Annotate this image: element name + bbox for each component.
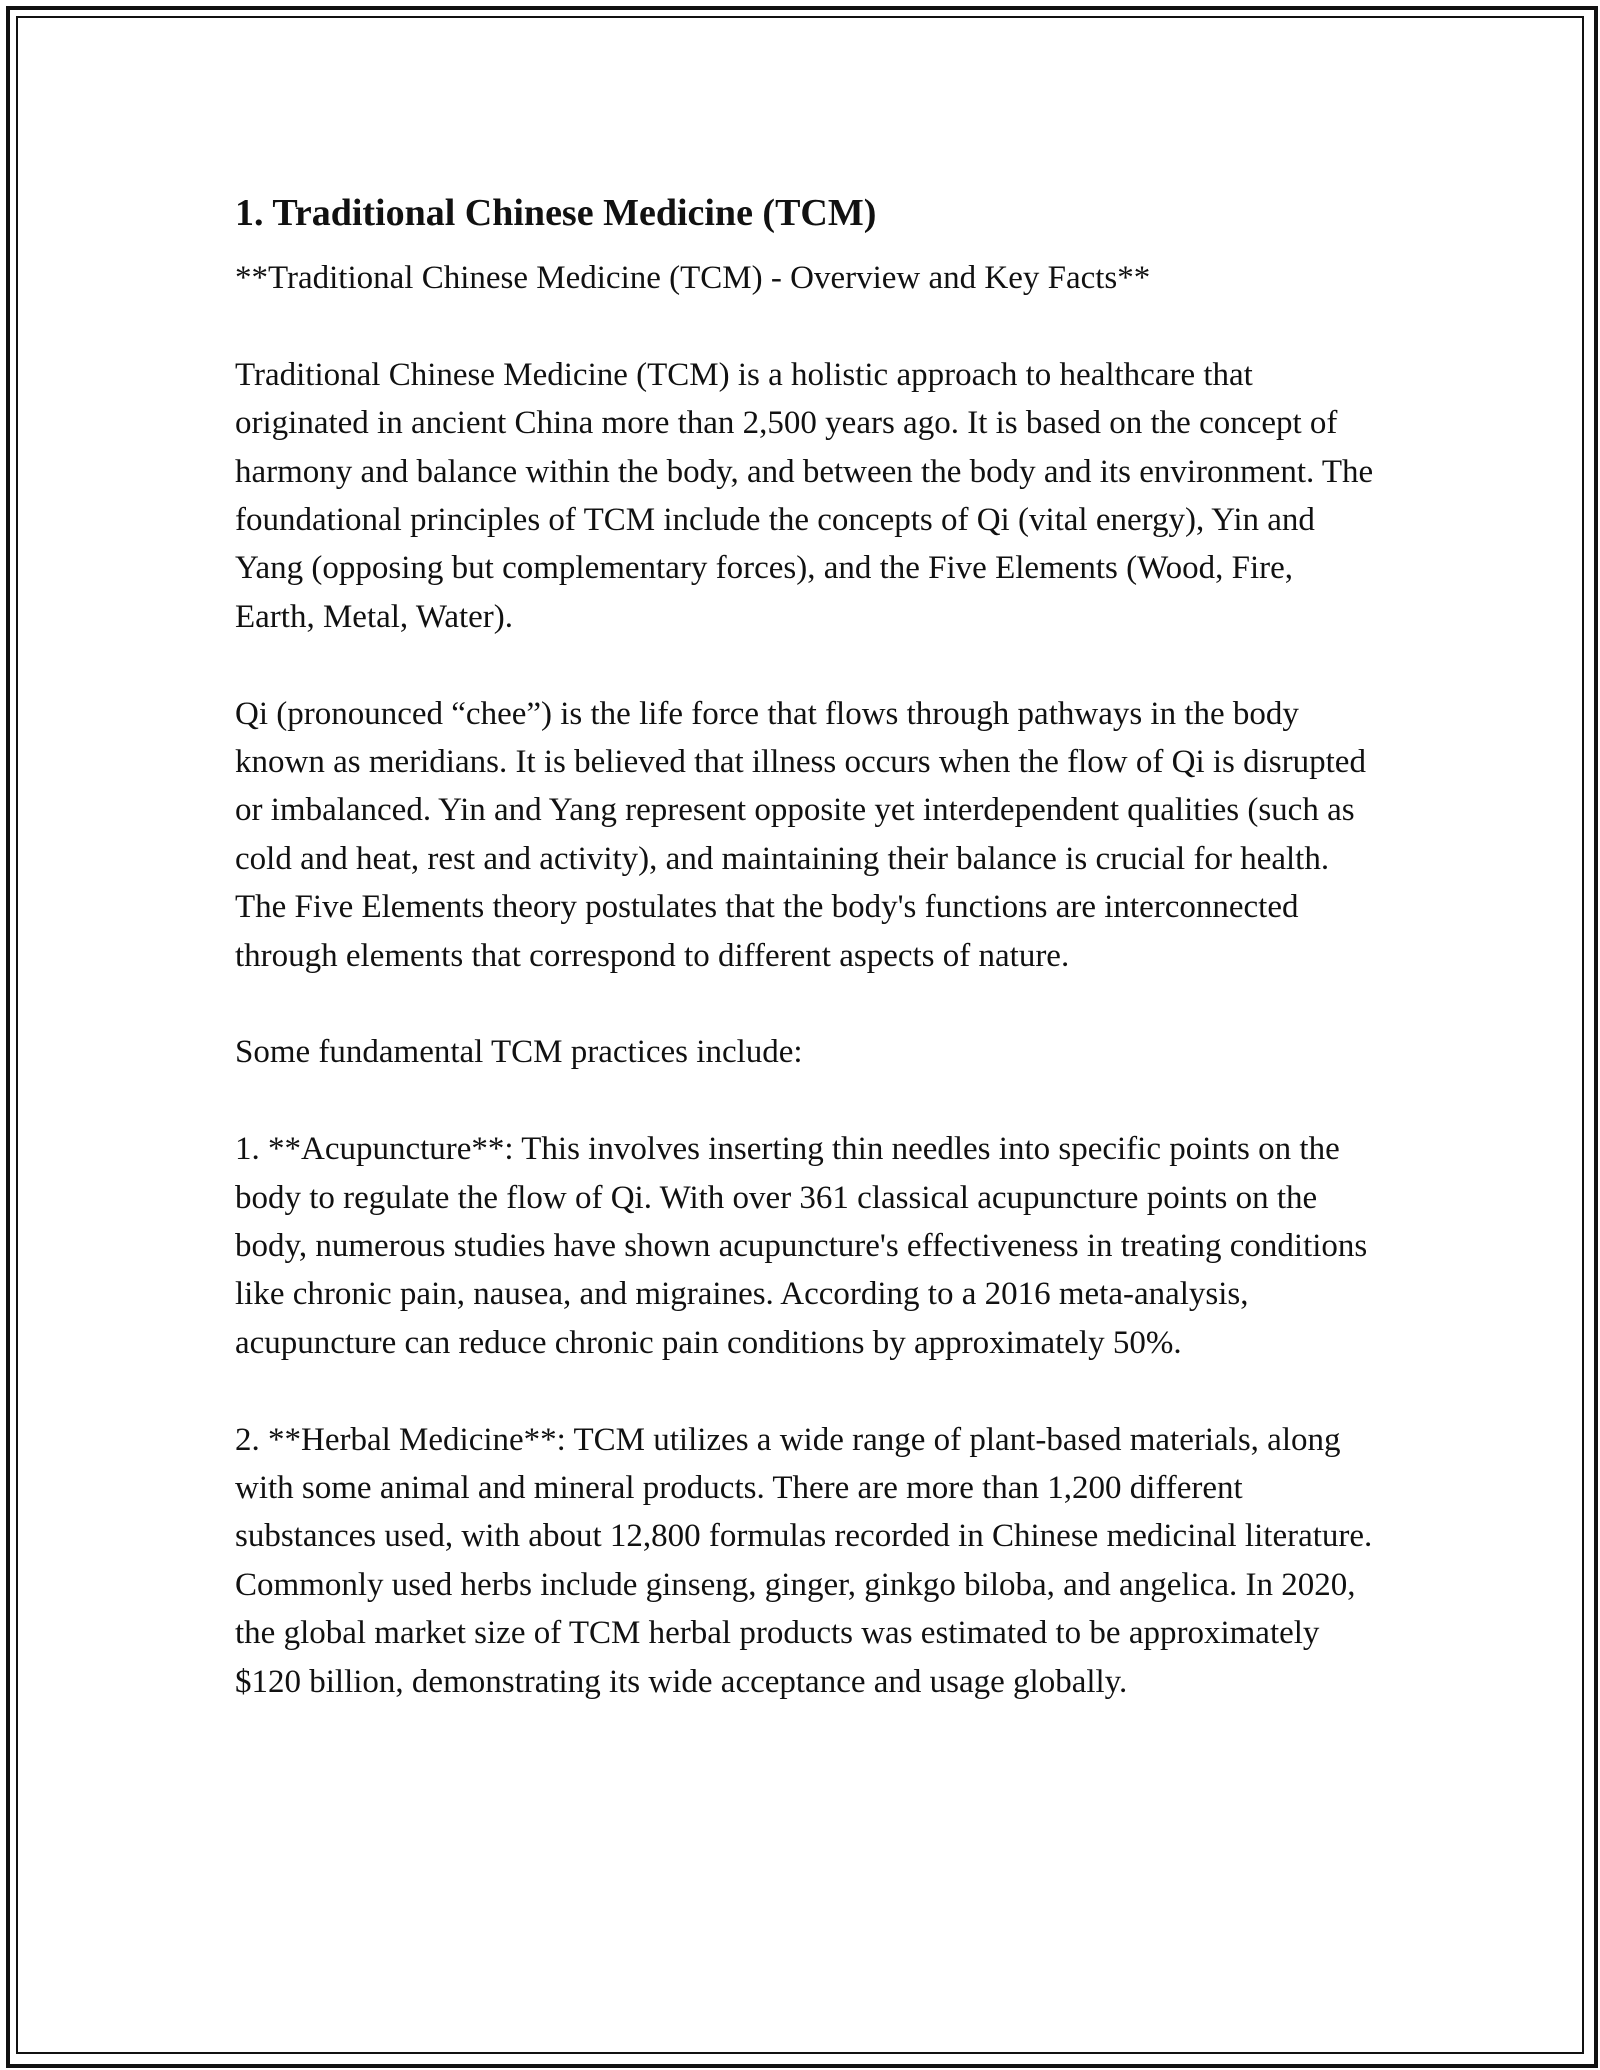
section-heading: 1. Traditional Chinese Medicine (TCM): [235, 192, 877, 234]
overview-subtitle: **Traditional Chinese Medicine (TCM) - Overview and Key Facts**: [235, 260, 1151, 296]
paragraph-qi: Qi (pronounced “chee”) is the life force that flows through pathways in the body known as meridians. It is believed that illness occurs when the flow of Qi is disrupted or imbalanced. Yin and Yang represent opposite yet interdependent qualities (such as cold and heat, rest and activity), and maintaining their balance is crucial for health. The Five Elements theory postulates that the body's functions are interconnected through elements that correspond to different aspects of nature.: [235, 695, 1366, 974]
paragraph-practices-intro: Some fundamental TCM practices include:: [235, 1034, 803, 1071]
paragraph-herbal-medicine: 2. **Herbal Medicine**: TCM utilizes a wide range of plant-based materials, along with some animal and mineral products. There are more than 1,200 different substances used, with about 12,800 formulas recorded in Chinese medicinal literature. Commonly used herbs include ginseng, ginger, ginkgo biloba, and angelica. In 2020, the global market size of TCM herbal products was estimated to be approximately $120 billion, demonstrating its wide acceptance and usage globally.: [235, 1421, 1373, 1700]
paragraph-intro: Traditional Chinese Medicine (TCM) is a holistic approach to healthcare that originated in ancient China more than 2,500 years ago. It is based on the concept of harmony and balance within the body, and between the body and its environment. The foundational principles of TCM include the concepts of Qi (vital energy), Yin and Yang (opposing but complementary forces), and the Five Elements (Wood, Fire, Earth, Metal, Water).: [235, 356, 1374, 635]
document-body: [235, 186, 1375, 1755]
paragraph-acupuncture: 1. **Acupuncture**: This involves inserting thin needles into specific points on the body to regulate the flow of Qi. With over 361 classical acupuncture points on the body, numerous studies have shown acupuncture's effectiveness in treating conditions like chronic pain, nausea, and migraines. According to a 2016 meta-analysis, acupuncture can reduce chronic pain conditions by approximately 50%.: [235, 1131, 1368, 1361]
